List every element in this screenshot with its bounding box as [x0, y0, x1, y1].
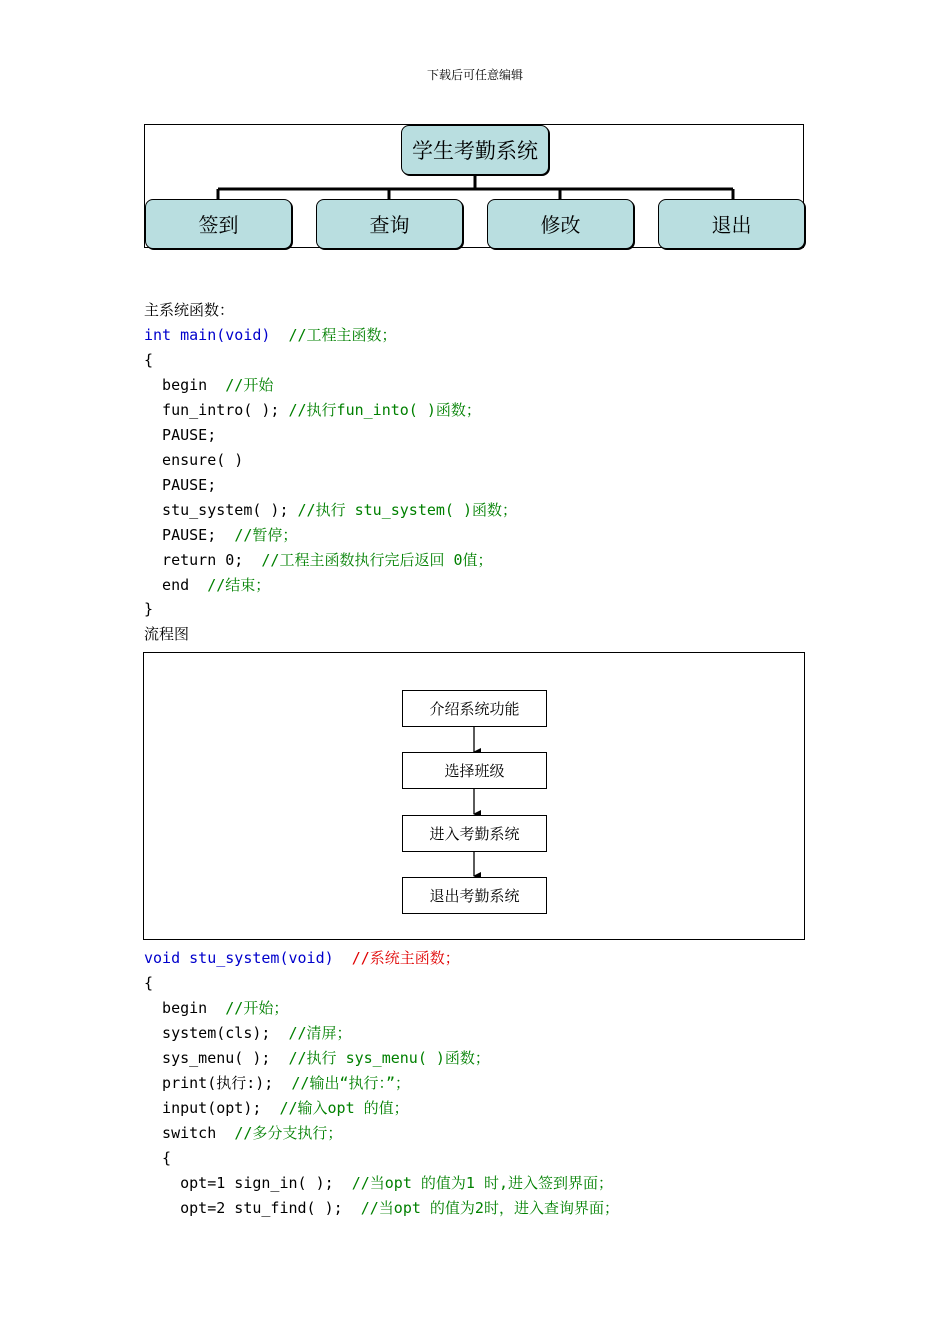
stu-code-line: [144, 1071, 410, 1096]
main-signature-code: int main(void): [144, 326, 271, 344]
code-text: opt=2 stu_find( );: [144, 1199, 361, 1217]
main-code-line: [144, 373, 273, 398]
stu-signature: [144, 946, 460, 971]
org-node-modify: 修改: [487, 199, 634, 249]
code-comment: //输入opt 的值；: [279, 1099, 409, 1117]
main-code-line: [144, 473, 216, 498]
code-text: begin: [144, 999, 226, 1017]
main-code-line: [144, 573, 270, 598]
code-comment: //结束；: [207, 576, 271, 594]
code-comment: //当opt 的值为2时，进入查询界面；: [360, 1199, 619, 1217]
flow-step-exit-system: 退出考勤系统: [402, 877, 547, 914]
flow-title: 流程图: [144, 625, 190, 643]
code-text: switch: [144, 1124, 235, 1142]
org-root-node: 学生考勤系统: [401, 125, 549, 175]
code-comment: //多分支执行；: [234, 1124, 343, 1142]
code-text: PAUSE;: [144, 426, 217, 444]
main-code-line: [144, 423, 216, 448]
code-comment: //暂停；: [234, 526, 298, 544]
code-text: begin: [144, 376, 226, 394]
stu-code-line: [144, 1171, 613, 1196]
code-text: end: [144, 576, 208, 594]
code-text: fun_intro( );: [144, 401, 289, 419]
stu-signature-code: void stu_system(void): [144, 949, 334, 967]
code-text: stu_system( );: [144, 501, 298, 519]
org-node-query: 查询: [316, 199, 463, 249]
code-text: PAUSE;: [144, 526, 235, 544]
stu-signature-comment: //系统主函数；: [351, 949, 460, 967]
main-code-line: [144, 448, 243, 473]
code-text: input(opt);: [144, 1099, 280, 1117]
code-comment: //执行fun_into( )函数；: [288, 401, 481, 419]
flow-step-select-class: 选择班级: [402, 752, 547, 789]
main-code-line: [144, 498, 517, 523]
main-open-brace: {: [144, 351, 154, 369]
main-close-brace: }: [144, 600, 154, 618]
main-code-line: [144, 548, 493, 573]
code-text: sys_menu( );: [144, 1049, 289, 1067]
stu-code-line: [144, 1196, 619, 1221]
code-comment: //执行 sys_menu( )函数；: [288, 1049, 490, 1067]
code-text: {: [144, 1149, 172, 1167]
org-node-exit: 退出: [658, 199, 805, 249]
org-node-sign-in: 签到: [145, 199, 292, 249]
code-text: system(cls);: [144, 1024, 289, 1042]
code-comment: //清屏；: [288, 1024, 352, 1042]
code-comment: //开始: [225, 376, 274, 394]
main-signature-comment: //工程主函数；: [288, 326, 397, 344]
flowchart: [143, 652, 805, 940]
org-chart: [144, 124, 804, 248]
stu-code-line: [144, 1046, 490, 1071]
flow-step-enter-system: 进入考勤系统: [402, 815, 547, 852]
stu-code-line: [144, 1121, 342, 1146]
stu-code-line: [144, 996, 288, 1021]
main-code-line: [144, 523, 297, 548]
main-title: 主系统函数：: [144, 301, 235, 319]
code-text: print(执行:);: [144, 1074, 292, 1092]
stu-open-brace: {: [144, 974, 154, 992]
page-header: 下载后可任意编辑: [426, 68, 523, 82]
code-text: opt=1 sign_in( );: [144, 1174, 352, 1192]
code-comment: //工程主函数执行完后返回 0值；: [261, 551, 493, 569]
code-comment: //输出“执行：”；: [291, 1074, 411, 1092]
code-comment: //执行 stu_system( )函数；: [297, 501, 518, 519]
stu-code-line: [144, 1096, 409, 1121]
stu-code-line: [144, 1146, 171, 1171]
code-text: ensure( ): [144, 451, 244, 469]
code-comment: //当opt 的值为1 时,进入签到界面；: [351, 1174, 613, 1192]
flow-step-intro: 介绍系统功能: [402, 690, 547, 727]
code-text: PAUSE;: [144, 476, 217, 494]
main-signature: [144, 323, 397, 348]
stu-code-line: [144, 1021, 352, 1046]
code-comment: //开始；: [225, 999, 289, 1017]
main-code-line: [144, 398, 481, 423]
code-text: return 0;: [144, 551, 262, 569]
